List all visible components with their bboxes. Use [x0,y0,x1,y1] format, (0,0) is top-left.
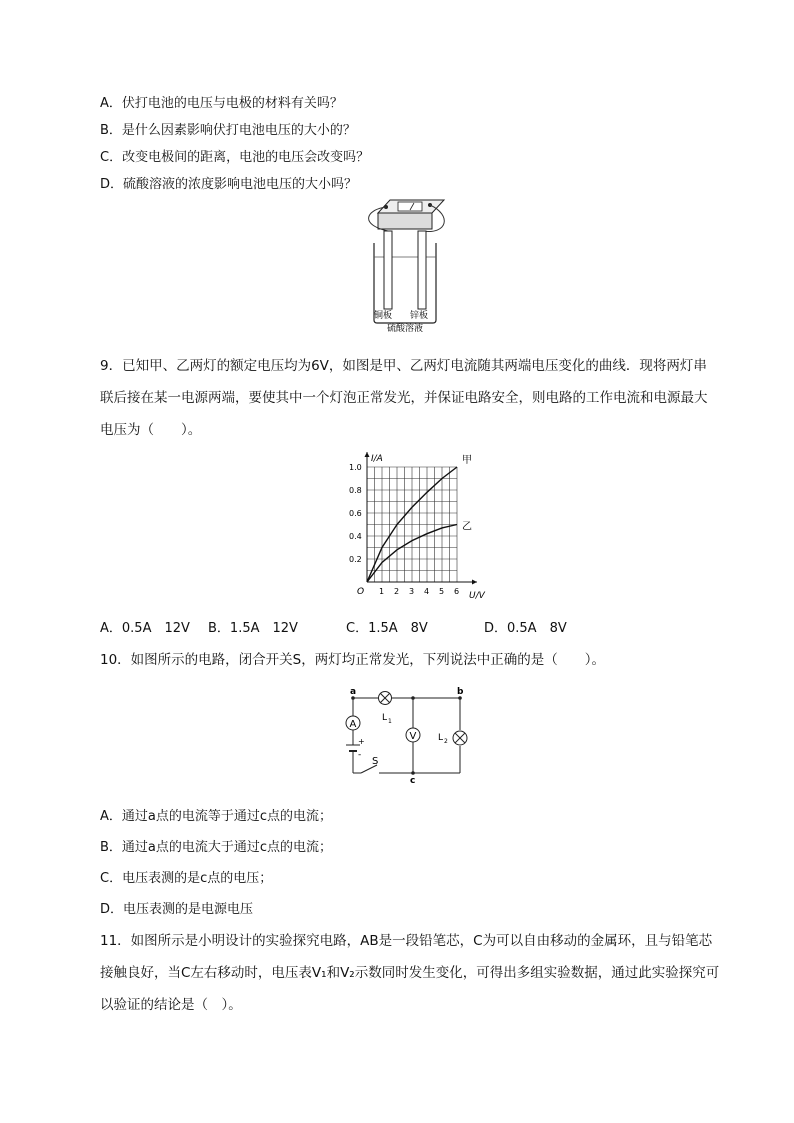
ammeter-symbol [346,716,360,730]
series-label-yi: 乙 [462,521,472,533]
y-axis-arrow [365,452,370,457]
x-tick-label: 5 [439,587,445,596]
current-voltage-chart [345,450,485,605]
y-tick-label: 0.6 [349,509,362,518]
point-a-label: a [350,687,357,697]
y-axis-label: I/A [371,454,383,464]
q10-option-a: A．通过a点的电流等于通过c点的电流； [100,809,333,824]
y-tick-label: 0.4 [349,532,362,541]
voltaic-cell-figure [360,195,450,340]
battery-plus: + [358,737,365,746]
switch-label: S [372,756,379,767]
copper-label: 铜板 [374,311,393,321]
q10-option-d: D．电压表测的是电源电压 [100,902,254,917]
x-tick-label: 2 [394,587,400,596]
q9-stem: 9．已知甲、乙两灯的额定电压均为6V，如图是甲、乙两灯电流随其两端电压变化的曲线．现将两灯串联后接在某一电源两端，要使其中一个灯泡正常发光，并保证电路安全，则电路的工作电流和电源最大电压为（ ）。 [100,358,708,438]
y-tick-label: 0.8 [349,486,362,495]
q8-option-d: D．硫酸溶液的浓度影响电池电压的大小吗？ [100,177,358,192]
svg-text:V: V [409,731,417,742]
circuit-diagram [335,685,480,785]
point-b-label: b [457,687,464,697]
lamp-l1-label: L [382,713,388,723]
svg-text:A: A [349,719,357,730]
origin-label: O [357,587,365,597]
x-tick-label: 6 [454,587,460,596]
lamp-l2-subscript: 2 [444,738,448,745]
q9-option-c: C．1.5A 8V [346,621,428,636]
lamp-l1-symbol [379,692,392,705]
zinc-label: 锌板 [410,311,429,321]
series-label-jia: 甲 [462,455,472,466]
q8-option-b: B．是什么因素影响伏打电池电压的大小的？ [100,123,356,138]
x-tick-label: 1 [379,587,385,596]
battery-minus: - [358,750,362,760]
q9-option-d: D．0.5A 8V [484,621,567,636]
point-c-label: c [410,776,416,786]
q11-stem: 11．如图所示是小明设计的实验探究电路，AB是一段铅笔芯，C为可以自由移动的金属环，且与铅笔芯接触良好，当C左右移动时，电压表V₁和V₂示数同时发生变化，可得出多组实验数据，通过此实验探究可以验证的结论是（ ）。 [100,933,720,1013]
solution-label: 硫酸溶液 [387,324,424,334]
zinc-plate [418,231,426,309]
voltmeter-symbol [406,728,420,742]
x-tick-label: 3 [409,587,415,596]
q8-option-c: C．改变电极间的距离，电池的电压会改变吗？ [100,150,370,165]
x-axis-arrow [472,580,477,585]
q10-option-c: C．电压表测的是c点的电压； [100,871,273,886]
q10-stem: 10．如图所示的电路，闭合开关S，两灯均正常发光，下列说法中正确的是（ ）。 [100,652,605,668]
q9-options [100,620,567,638]
q10-option-b: B．通过a点的电流大于通过c点的电流； [100,840,333,855]
x-tick-label: 4 [424,587,430,596]
q8-option-a: A．伏打电池的电压与电极的材料有关吗？ [100,96,343,111]
voltmeter-device [378,200,444,229]
lamp-l2-symbol [453,731,467,745]
q9-option-b: B．1.5A 12V [208,621,298,636]
lamp-l1-subscript: 1 [388,718,392,725]
copper-plate [384,231,392,309]
lamp-l2-label: L [438,733,444,743]
q9-option-a: A．0.5A 12V [100,621,190,636]
y-tick-label: 1.0 [349,463,362,472]
y-tick-label: 0.2 [349,555,362,564]
x-axis-label: U/V [469,591,485,601]
